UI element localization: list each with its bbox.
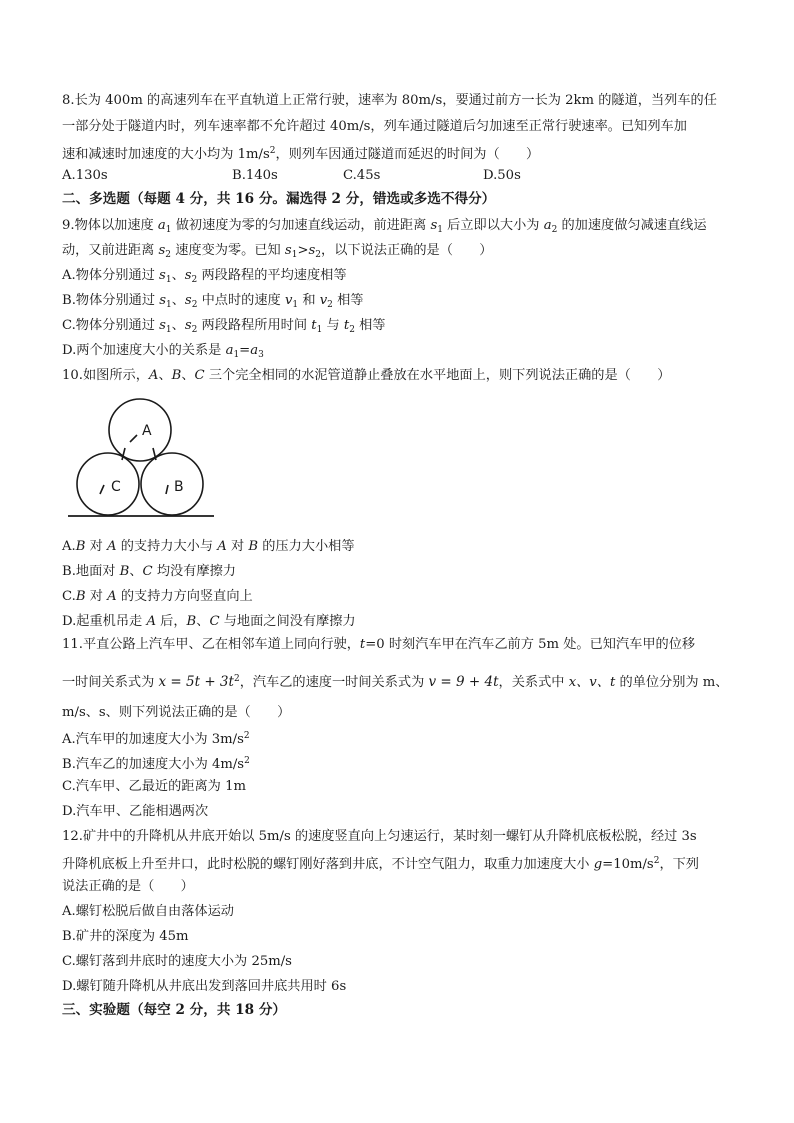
q9-option-b[interactable]: B.物体分别通过 $s_1$、$s_2$ 中点时的速度 $v_1$ 和 $v_2$ 相等 (62, 293, 364, 310)
stacked-pipes-figure (64, 390, 214, 530)
q10-stem: 10.如图所示，A、B、C 三个完全相同的水泥管道静止叠放在水平地面上，则下列说法正确的是（ ） (62, 368, 671, 383)
q10-option-b[interactable]: B.地面对 B、C 均没有摩擦力 (62, 564, 236, 579)
q8-line-2: 一部分处于隧道内时，列车速率都不允许超过 40m/s，列车通过隧道后匀加速至正常行驶速率。已知列车加 (62, 119, 687, 134)
pipe-c-radius (100, 485, 104, 494)
q8-line-1: 8.长为 400m 的高速列车在平直轨道上正常行驶，速率为 80m/s，要通过前方一长为 2km 的隧道，当列车的任 (62, 93, 717, 108)
q12-option-b[interactable]: B.矿井的深度为 45m (62, 929, 189, 944)
pipe-a-circle (109, 399, 171, 461)
q11-line-2: 一时间关系式为 $x = 5t + 3t^2$，汽车乙的速度一时间关系式为 v = 9 + 4t，关系式中 x、v、t 的单位分别为 m、 (62, 674, 729, 690)
q12-option-a[interactable]: A.螺钉松脱后做自由落体运动 (62, 904, 234, 919)
q9-option-d[interactable]: D.两个加速度大小的关系是 $a_1=a_3$ (62, 343, 264, 360)
q12-line-2: 升降机底板上升至井口，此时松脱的螺钉刚好落到井底，不计空气阻力，取重力加速度大小 $g=10m/s^2$，下列 (62, 856, 699, 872)
q8-option-b[interactable]: B.140s (232, 168, 278, 183)
q11-option-b[interactable]: B.汽车乙的加速度大小为 $4m/s^2$ (62, 756, 250, 772)
q9-line-1: 9.物体以加速度 $a_1$ 做初速度为零的匀加速直线运动，前进距离 $s_1$ 后立即以大小为 $a_2$ 的加速度做匀减速直线运 (62, 218, 707, 235)
q9-line-2: 动，又前进距离 $s_2$ 速度变为零。已知 $s_1>s_2$，以下说法正确的是（ ） (62, 243, 493, 260)
q8-option-a[interactable]: A.130s (62, 168, 108, 183)
q11-line-3: m/s、s、则下列说法正确的是（ ） (62, 705, 291, 720)
figure-label-c: C (111, 479, 121, 495)
q10-option-c[interactable]: C.B 对 A 的支持力方向竖直向上 (62, 589, 253, 604)
q11-line-1: 11.平直公路上汽车甲、乙在相邻车道上同向行驶，t=0 时刻汽车甲在汽车乙前方 5m 处。已知汽车甲的位移 (62, 637, 696, 652)
q12-option-c[interactable]: C.螺钉落到井底时的速度大小为 25m/s (62, 954, 292, 969)
q11-option-a[interactable]: A.汽车甲的加速度大小为 $3m/s^2$ (62, 731, 250, 747)
pipe-b-radius (166, 485, 168, 494)
pipe-a-radius (130, 435, 137, 442)
figure-label-a: A (142, 423, 152, 439)
q8-line-3: 速和减速时加速度的大小均为 $1m/s^2$，则列车因通过隧道而延迟的时间为（ ） (62, 146, 540, 162)
pipe-c-circle (77, 453, 139, 515)
figure-label-b: B (174, 479, 184, 495)
q12-line-1: 12.矿井中的升降机从井底开始以 5m/s 的速度竖直向上匀速运行，某时刻一螺钉从升降机底板松脱，经过 3s (62, 829, 697, 844)
q12-option-d[interactable]: D.螺钉随升降机从井底出发到落回井底共用时 6s (62, 979, 347, 994)
q10-option-a[interactable]: A.B 对 A 的支持力大小与 A 对 B 的压力大小相等 (62, 539, 355, 554)
q9-option-c[interactable]: C.物体分别通过 $s_1$、$s_2$ 两段路程所用时间 $t_1$ 与 $t_2$ 相等 (62, 318, 386, 335)
q8-option-d[interactable]: D.50s (483, 168, 521, 183)
q8-option-c[interactable]: C.45s (343, 168, 381, 183)
q11-option-c[interactable]: C.汽车甲、乙最近的距离为 1m (62, 779, 246, 794)
section-2-heading: 二、多选题（每题 4 分，共 16 分。漏选得 2 分，错选或多选不得分） (62, 191, 496, 207)
q11-option-d[interactable]: D.汽车甲、乙能相遇两次 (62, 804, 209, 819)
section-3-heading: 三、实验题（每空 2 分，共 18 分） (62, 1002, 287, 1018)
q10-option-d[interactable]: D.起重机吊走 A 后，B、C 与地面之间没有摩擦力 (62, 614, 356, 629)
q9-option-a[interactable]: A.物体分别通过 $s_1$、$s_2$ 两段路程的平均速度相等 (62, 268, 347, 285)
q12-line-3: 说法正确的是（ ） (62, 879, 194, 894)
pipe-b-circle (141, 453, 203, 515)
